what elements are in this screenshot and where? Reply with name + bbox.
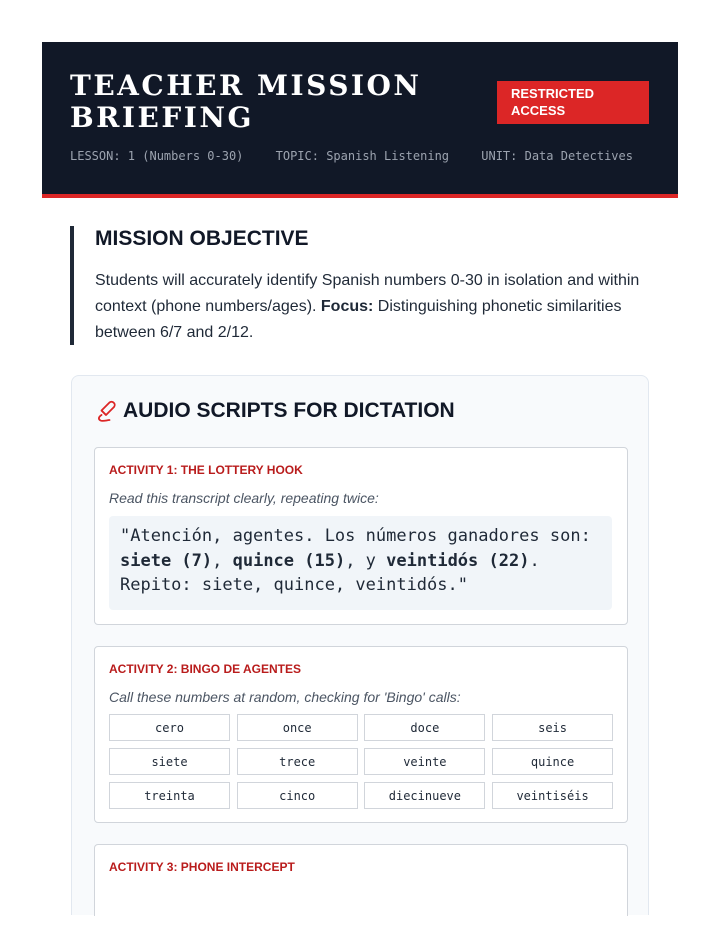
objective-focus-label: Focus: — [320, 298, 374, 315]
activity-2-title: ACTIVITY 2: BINGO DE AGENTES — [109, 662, 302, 676]
lesson-meta-unit: UNIT: Data Detectives — [481, 149, 633, 163]
activity-1-instruction: Read this transcript clearly, repeating twice: — [109, 490, 379, 506]
objective-focus-text: Distinguishing phonetic similarities between 6/7 and 2/12. — [95, 298, 622, 341]
microphone-icon — [96, 400, 116, 422]
briefing-header — [42, 42, 678, 198]
bingo-number: seis — [492, 714, 613, 741]
restricted-access-badge: RESTRICTED ACCESS — [497, 81, 649, 124]
transcript-part: , y — [345, 550, 387, 571]
lottery-transcript — [109, 516, 612, 610]
objective-text — [95, 268, 640, 346]
bingo-number: veinte — [364, 748, 485, 775]
bingo-number: cero — [109, 714, 230, 741]
page-title: TEACHER MISSION BRIEFING — [70, 69, 422, 134]
bingo-number: diecinueve — [364, 782, 485, 809]
mission-objective — [70, 226, 640, 345]
transcript-part: "Atención, agentes. Los números ganadores son: — [120, 526, 591, 546]
bingo-number: quince — [492, 748, 613, 775]
lesson-meta-lesson: LESSON: 1 (Numbers 0-30) — [70, 149, 244, 163]
audio-scripts-heading — [96, 398, 455, 424]
activity-3-title: ACTIVITY 3: PHONE INTERCEPT — [109, 860, 295, 874]
objective-body: Students will accurately identify Spanish numbers 0-30 in isolation and within context (phone numbers/ages). — [95, 272, 640, 315]
activity-1-card — [94, 447, 628, 625]
objective-heading: MISSION OBJECTIVE — [95, 227, 309, 250]
lesson-meta-topic: TOPIC: Spanish Listening — [275, 149, 450, 163]
bingo-number: once — [237, 714, 358, 741]
activity-2-instruction: Call these numbers at random, checking for 'Bingo' calls: — [109, 689, 461, 705]
transcript-number: siete (7) — [120, 550, 213, 571]
transcript-number: veintidós (22) — [386, 550, 530, 571]
activity-1-title: ACTIVITY 1: THE LOTTERY HOOK — [109, 463, 303, 477]
bingo-number: trece — [237, 748, 358, 775]
audio-scripts-panel — [71, 375, 649, 915]
transcript-number: quince (15) — [232, 550, 346, 571]
bingo-number: treinta — [109, 782, 230, 809]
bingo-number: siete — [109, 748, 230, 775]
bingo-number: veintiséis — [492, 782, 613, 809]
audio-scripts-title: AUDIO SCRIPTS FOR DICTATION — [123, 399, 455, 422]
transcript-part: . Repito: siete, quince, veintidós." — [120, 550, 540, 595]
transcript-part: , — [212, 550, 233, 571]
bingo-number: doce — [364, 714, 485, 741]
lesson-meta — [70, 149, 658, 163]
bingo-number: cinco — [237, 782, 358, 809]
bingo-number-grid — [109, 714, 613, 809]
activity-2-card — [94, 646, 628, 823]
activity-3-card — [94, 844, 628, 916]
